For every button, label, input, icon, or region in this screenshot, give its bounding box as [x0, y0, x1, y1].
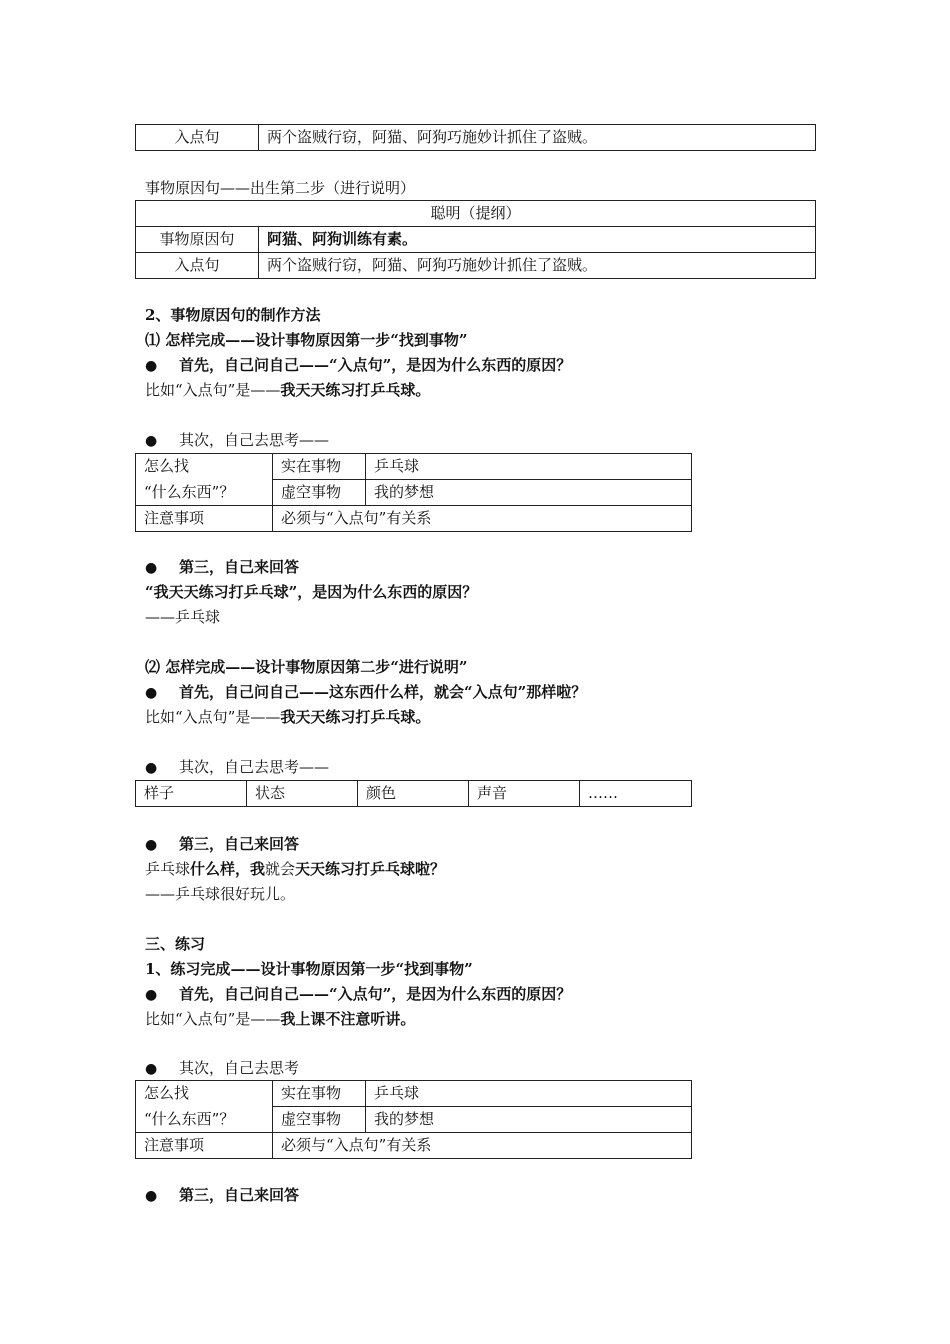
table-row	[136, 506, 692, 532]
bullet-icon	[145, 354, 179, 377]
table-cell: 声音	[469, 781, 580, 807]
answer-text: ——乒乓球很好玩儿。	[145, 885, 296, 903]
bullet-first: ●首先，自己问自己——“入点句”，是因为什么东西的原因？	[145, 354, 571, 377]
table-row	[136, 201, 816, 227]
table-cell-label: 虚空事物	[273, 480, 366, 506]
table-cell-label: 入点句	[136, 125, 259, 151]
bullet-third: ●第三，自己来回答	[145, 1184, 299, 1207]
table-entry-sentence	[135, 124, 816, 151]
table-cell-value: 乒乓球	[366, 1081, 692, 1107]
caption-step2: 事物原因句——出生第二步（进行说明）	[145, 179, 416, 197]
bullet-second: ●其次，自己去思考——	[145, 756, 329, 779]
section-title: 三、练习	[145, 935, 206, 953]
bullet-icon	[145, 833, 179, 856]
table-think	[135, 453, 692, 532]
bullet-third: ●第三，自己来回答	[145, 556, 299, 579]
bullet-icon	[145, 983, 179, 1006]
bullet-icon	[145, 556, 179, 579]
table-row	[136, 1133, 692, 1159]
bullet-third: ●第三，自己来回答	[145, 833, 299, 856]
table-cell-label: 事物原因句	[136, 227, 259, 253]
table-cell-text: 阿猫、阿狗训练有素。	[259, 227, 816, 253]
table-cell-text: 两个盗贼行窃，阿猫、阿狗巧施妙计抓住了盗贼。	[259, 125, 816, 151]
table-row	[136, 454, 692, 480]
table-row	[136, 1107, 692, 1133]
table-row	[136, 253, 816, 279]
answer-question: 乒乓球什么样，我就会天天练习打乒乓球啦？	[145, 860, 446, 878]
section-title: 2、事物原因句的制作方法	[145, 306, 321, 324]
bullet-icon	[145, 1057, 179, 1080]
table-row	[136, 227, 816, 253]
table-cell-label: 怎么找	[136, 1081, 273, 1107]
table-cell: ……	[580, 781, 692, 807]
table-cell-value: 必须与“入点句”有关系	[273, 1133, 692, 1159]
table-think-exercise	[135, 1080, 692, 1159]
table-cell-label: “什么东西”？	[136, 480, 273, 506]
table-cell: 颜色	[358, 781, 469, 807]
bullet-icon	[145, 1184, 179, 1207]
answer-question: “我天天练习打乒乓球”，是因为什么东西的原因？	[145, 583, 478, 601]
bullet-first: ●首先，自己问自己——“入点句”，是因为什么东西的原因？	[145, 983, 571, 1006]
table-cell-value: 必须与“入点句”有关系	[273, 506, 692, 532]
table-cell: 状态	[247, 781, 358, 807]
exercise-title: 1、练习完成——设计事物原因第一步“找到事物”	[145, 960, 473, 978]
example-line: 比如“入点句”是——我天天练习打乒乓球。	[145, 381, 431, 399]
table-cell-label: 怎么找	[136, 454, 273, 480]
bullet-second: ●其次，自己去思考	[145, 1057, 299, 1080]
bullet-second: ●其次，自己去思考——	[145, 429, 329, 452]
bullet-icon	[145, 756, 179, 779]
table-cell-label: 虚空事物	[273, 1107, 366, 1133]
table-cell: 样子	[136, 781, 247, 807]
table-cell-label: 实在事物	[273, 454, 366, 480]
table-attributes	[135, 780, 692, 807]
example-line: 比如“入点句”是——我天天练习打乒乓球。	[145, 708, 431, 726]
example-line: 比如“入点句”是——我上课不注意听讲。	[145, 1010, 416, 1028]
table-outline	[135, 200, 816, 279]
table-header: 聪明（提纲）	[136, 201, 816, 227]
table-cell-value: 我的梦想	[366, 1107, 692, 1133]
table-row	[136, 125, 816, 151]
table-row	[136, 781, 692, 807]
table-cell-label: 注意事项	[136, 506, 273, 532]
table-cell-text: 两个盗贼行窃，阿猫、阿狗巧施妙计抓住了盗贼。	[259, 253, 816, 279]
table-cell-value: 我的梦想	[366, 480, 692, 506]
table-row	[136, 1081, 692, 1107]
answer-text: ——乒乓球	[145, 608, 221, 626]
bullet-icon	[145, 681, 179, 704]
bullet-icon	[145, 429, 179, 452]
table-cell-label: “什么东西”？	[136, 1107, 273, 1133]
step2-title: ⑵ 怎样完成——设计事物原因第二步“进行说明”	[145, 658, 468, 676]
table-cell-label: 实在事物	[273, 1081, 366, 1107]
bullet-first: ●首先，自己问自己——这东西什么样，就会“入点句”那样啦？	[145, 681, 586, 704]
step1-title: ⑴ 怎样完成——设计事物原因第一步“找到事物”	[145, 331, 468, 349]
table-cell-label: 入点句	[136, 253, 259, 279]
table-row	[136, 480, 692, 506]
table-cell-value: 乒乓球	[366, 454, 692, 480]
table-cell-label: 注意事项	[136, 1133, 273, 1159]
